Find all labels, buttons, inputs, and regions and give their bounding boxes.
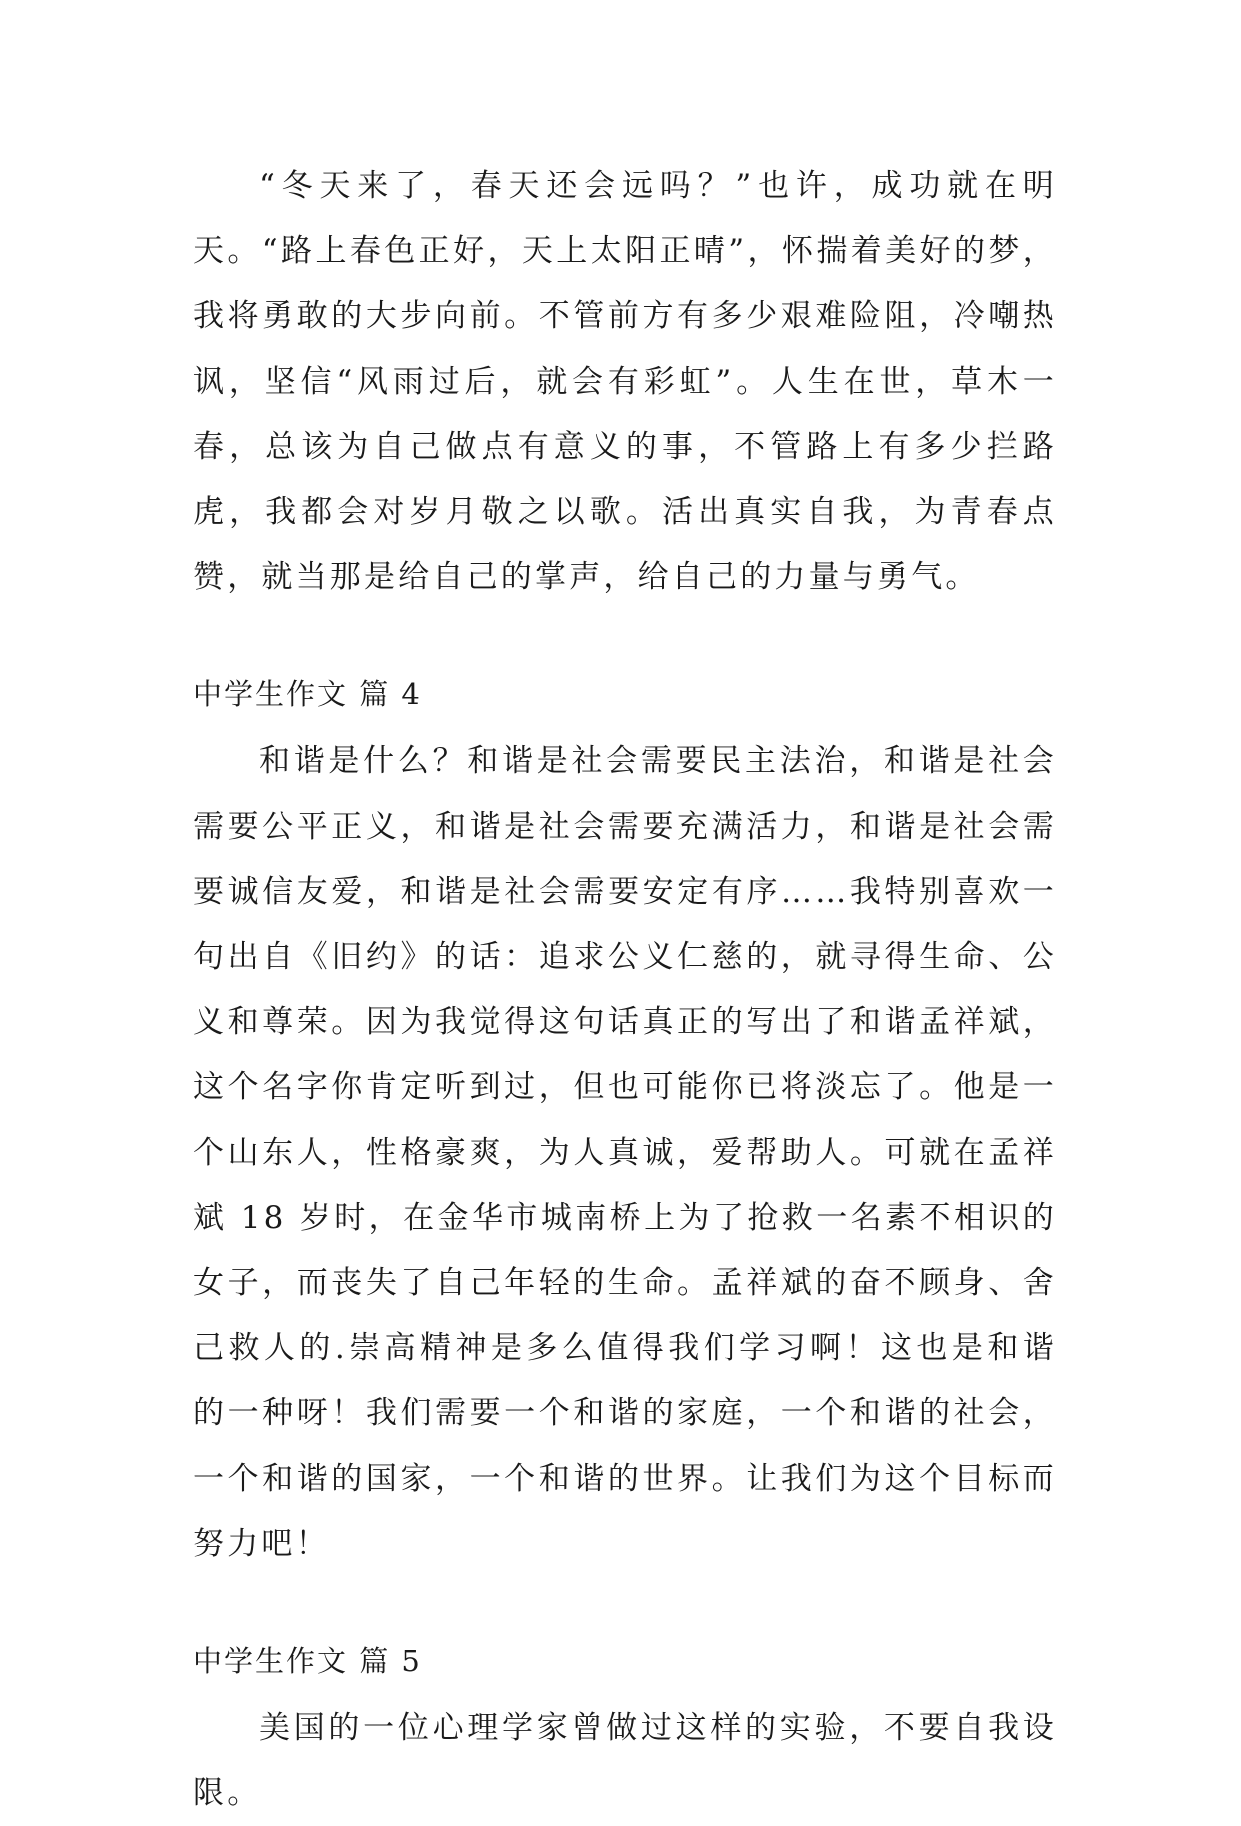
essay-paragraph: 美国的一位心理学家曾做过这样的实验，不要自我设限。 [193,1710,1057,1812]
section-heading-5: 中学生作文 篇 5 [193,1644,422,1679]
essay-paragraph: 和谐是什么？和谐是社会需要民主法治，和谐是社会需要公平正义，和谐是社会需要充满活力，和谐是社会需要诚信友爱，和谐是社会需要安定有序……我特别喜欢一句出自《旧约》的话：追求公义仁慈的，就寻得生命、公义和尊荣。因为我觉得这句话真正的写出了和谐孟祥斌，这个名字你肯定听到过，但也可能你已将淡忘了。他是一个山东人，性格豪爽，为人真诚，爱帮助人。可就在孟祥斌 18 岁时，在金华市城南桥上为了抢救一名素不相识的女子，而丧失了自己年轻的生命。孟祥斌的奋不顾身、舍己救人的.崇高精神是多么值得我们学习啊！这也是和谐的一种呀！我们需要一个和谐的家庭，一个和谐的社会，一个和谐的国家，一个和谐的世界。让我们为这个目标而努力吧！ [193,743,1057,1562]
essay-paragraph: “冬天来了，春天还会远吗？”也许，成功就在明天。“路上春色正好，天上太阳正晴”，怀揣着美好的梦，我将勇敢的大步向前。不管前方有多少艰难险阻，冷嘲热讽，坚信“风雨过后，就会有彩虹”。人生在世，草木一春，总该为自己做点有意义的事，不管路上有多少拦路虎，我都会对岁月敬之以歌。活出真实自我，为青春点赞，就当那是给自己的掌声，给自己的力量与勇气。 [193,168,1057,596]
document-body [193,154,1057,1826]
section-heading-4: 中学生作文 篇 4 [193,677,422,712]
